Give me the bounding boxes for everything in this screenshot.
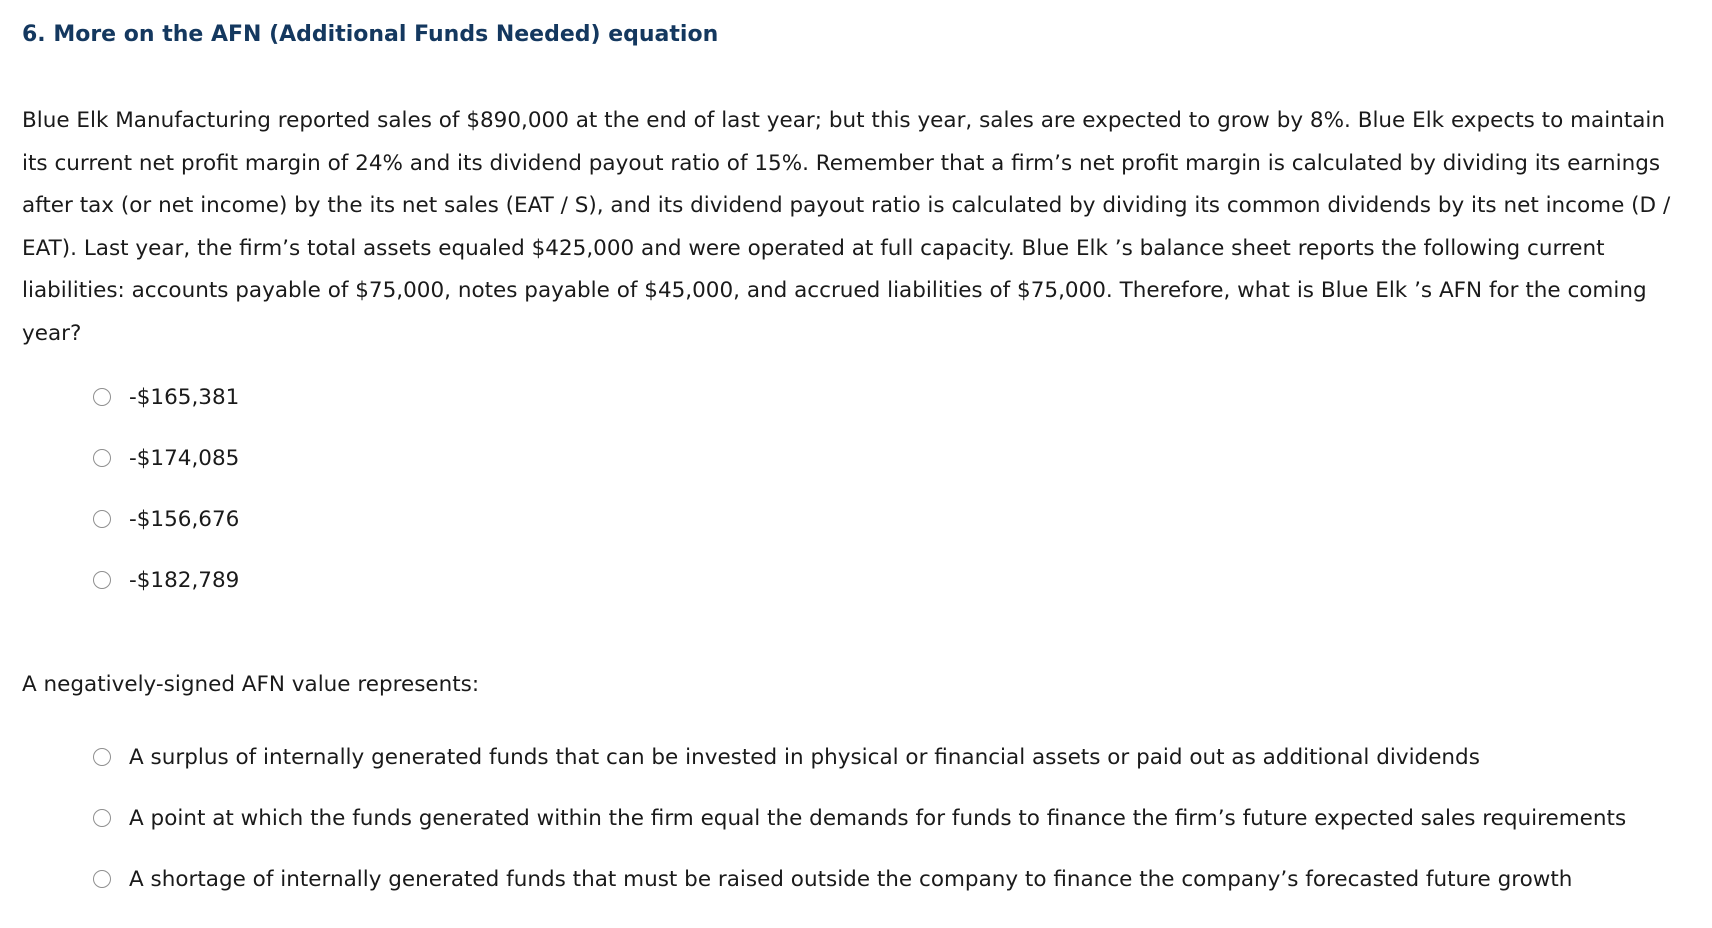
afn-meaning-options (93, 745, 1626, 928)
meaning-option[interactable] (93, 745, 1626, 769)
meaning-option[interactable] (93, 867, 1626, 891)
afn-option[interactable] (93, 568, 239, 592)
question-title: 6. More on the AFN (Additional Funds Needed) equation (22, 22, 719, 47)
meaning-option-label: A shortage of internally generated funds that must be raised outside the company to finance the company’s forecasted future growth (129, 866, 1573, 892)
afn-option-label: -$156,676 (129, 506, 240, 532)
subquestion-prompt: A negatively-signed AFN value represents: (22, 672, 480, 697)
radio-button-icon[interactable] (93, 449, 111, 467)
afn-option[interactable] (93, 385, 239, 409)
radio-button-icon[interactable] (93, 510, 111, 528)
radio-button-icon[interactable] (93, 748, 111, 766)
meaning-option[interactable] (93, 806, 1626, 830)
afn-option-label: -$182,789 (129, 567, 240, 593)
meaning-option-label: A point at which the funds generated within the firm equal the demands for funds to finance the firm’s future expected sales requirements (129, 805, 1627, 831)
afn-option[interactable] (93, 507, 239, 531)
afn-option-label: -$165,381 (129, 384, 240, 410)
afn-answer-options (93, 385, 239, 629)
radio-button-icon[interactable] (93, 571, 111, 589)
meaning-option-label: A surplus of internally generated funds that can be invested in physical or financial assets or paid out as additional dividends (129, 744, 1480, 770)
radio-button-icon[interactable] (93, 809, 111, 827)
radio-button-icon[interactable] (93, 870, 111, 888)
radio-button-icon[interactable] (93, 388, 111, 406)
afn-option-label: -$174,085 (129, 445, 240, 471)
question-text: Blue Elk Manufacturing reported sales of $890,000 at the end of last year; but this year, sales are expected to grow by 8%. Blue Elk expects to maintain its current net profit margin of 24% and its dividend payout ratio of 15%. Remember that a firm’s net profit margin is calculated by dividing its earnings after tax (or net income) by the its net sales (EAT / S), and its dividend payout ratio is calculated by dividing its common dividends by its net income (D / EAT). Last year, the firm’s total assets equaled $425,000 and were operated at full capacity. Blue Elk ’s balance sheet reports the following current liabilities: accounts payable of $75,000, notes payable of $45,000, and accrued liabilities of $75,000. Therefore, what is Blue Elk ’s AFN for the coming year? (22, 108, 1671, 346)
afn-option[interactable] (93, 446, 239, 470)
